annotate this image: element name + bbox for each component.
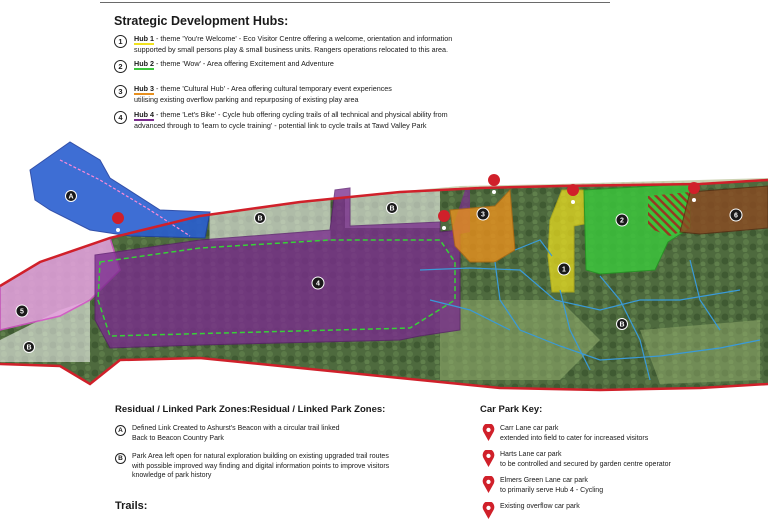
- car-park-key-title: Car Park Key:: [480, 404, 543, 415]
- hub-1-badge: 1: [114, 35, 127, 48]
- hub-2-key: Hub 2: [134, 59, 154, 68]
- svg-text:6: 6: [734, 212, 738, 220]
- hub-3-desc-2: utilising existing overflow parking and repurposing of existing play area: [134, 94, 359, 104]
- hub-2-badge: 2: [114, 60, 127, 73]
- car-park-carr-lane-desc: extended into field to cater for increased visitors: [500, 434, 649, 442]
- top-rule: [100, 2, 610, 3]
- svg-text:3: 3: [481, 211, 485, 219]
- car-park-elmers-green-desc: to primarily serve Hub 4 - Cycling: [500, 486, 604, 494]
- car-park-pin-icon: [482, 476, 495, 493]
- zone-label-hub-4: [312, 277, 324, 289]
- hub-3-badge: 3: [114, 85, 127, 98]
- open-field-patch-east: [640, 320, 760, 384]
- residual-b-line-3: knowledge of park history: [132, 472, 212, 479]
- car-park-pin-icon: [482, 424, 495, 441]
- zone-label-a: [66, 191, 77, 202]
- car-park-pin-icon: [482, 450, 495, 467]
- zone-label-b-4: [617, 319, 628, 330]
- hub-1-desc-2: supported by small persons play & small business units. Rangers operations relocated to this area.: [134, 44, 449, 54]
- hub-1-desc: - theme 'You're Welcome' - Eco Visitor Centre offering a welcome, orientation and information: [153, 34, 453, 43]
- car-park-harts-lane-name: Harts Lane car park: [500, 451, 562, 458]
- residual-a-badge: A: [115, 425, 126, 436]
- svg-text:B: B: [26, 344, 32, 352]
- zone-label-hub-3: [477, 208, 489, 220]
- zone-label-hub-1: [558, 263, 570, 275]
- zone-label-b-1: [255, 213, 266, 224]
- hub-4-key: Hub 4: [134, 110, 154, 119]
- svg-text:1: 1: [562, 266, 566, 274]
- hub-3-key: Hub 3: [134, 84, 154, 93]
- trails-title: Trails:: [115, 500, 148, 512]
- hub-2-desc: - theme 'Wow' - Area offering Excitement and Adventure: [153, 59, 334, 68]
- svg-text:4: 4: [316, 280, 320, 288]
- residual-b-line-1: Park Area left open for natural exploration building on existing upgraded trail routes: [132, 453, 389, 460]
- zone-label-b-3: [24, 342, 35, 353]
- residual-a-line-1: Defined Link Created to Ashurst's Beacon with a circular trail linked: [132, 425, 340, 432]
- hub-4-badge: 4: [114, 111, 127, 124]
- hub-4-desc-2: advanced through to 'learn to cycle training' - potential link to cycle trails at Tawd Valley Park: [134, 120, 427, 130]
- svg-text:A: A: [68, 193, 74, 201]
- hub-1-key: Hub 1: [134, 34, 154, 43]
- svg-text:B: B: [389, 205, 395, 213]
- hub-3-desc: - theme 'Cultural Hub' - Area offering cultural temporary event experiences: [153, 84, 392, 93]
- page-title: Strategic Development Hubs:: [114, 14, 289, 28]
- park-masterplan-map: [0, 134, 768, 398]
- car-park-elmers-green-name: Elmers Green Lane car park: [500, 477, 588, 484]
- residual-zones-title: Residual / Linked Park Zones:Residual / Linked Park Zones:: [115, 404, 386, 415]
- residual-b-line-2: with possible improved way finding and digital information points to improve visitors: [132, 462, 390, 470]
- svg-text:B: B: [257, 215, 263, 223]
- car-park-overflow-name: Existing overflow car park: [500, 503, 580, 510]
- zone-label-hub-6: [730, 209, 742, 221]
- residual-a-line-2: Back to Beacon Country Park: [132, 434, 224, 442]
- hub-4-desc: - theme 'Let's Bike' - Cycle hub offering cycling trails of all technical and physical ability from: [153, 110, 448, 119]
- zone-label-hub-5: [16, 305, 28, 317]
- svg-text:B: B: [619, 321, 625, 329]
- car-park-harts-lane-desc: to be controlled and secured by garden centre operator: [500, 460, 671, 468]
- svg-text:2: 2: [620, 217, 624, 225]
- car-park-carr-lane-name: Carr Lane car park: [500, 425, 559, 432]
- zone-label-b-2: [387, 203, 398, 214]
- zone-label-hub-2: [616, 214, 628, 226]
- residual-b-badge: B: [115, 453, 126, 464]
- svg-text:5: 5: [20, 308, 24, 316]
